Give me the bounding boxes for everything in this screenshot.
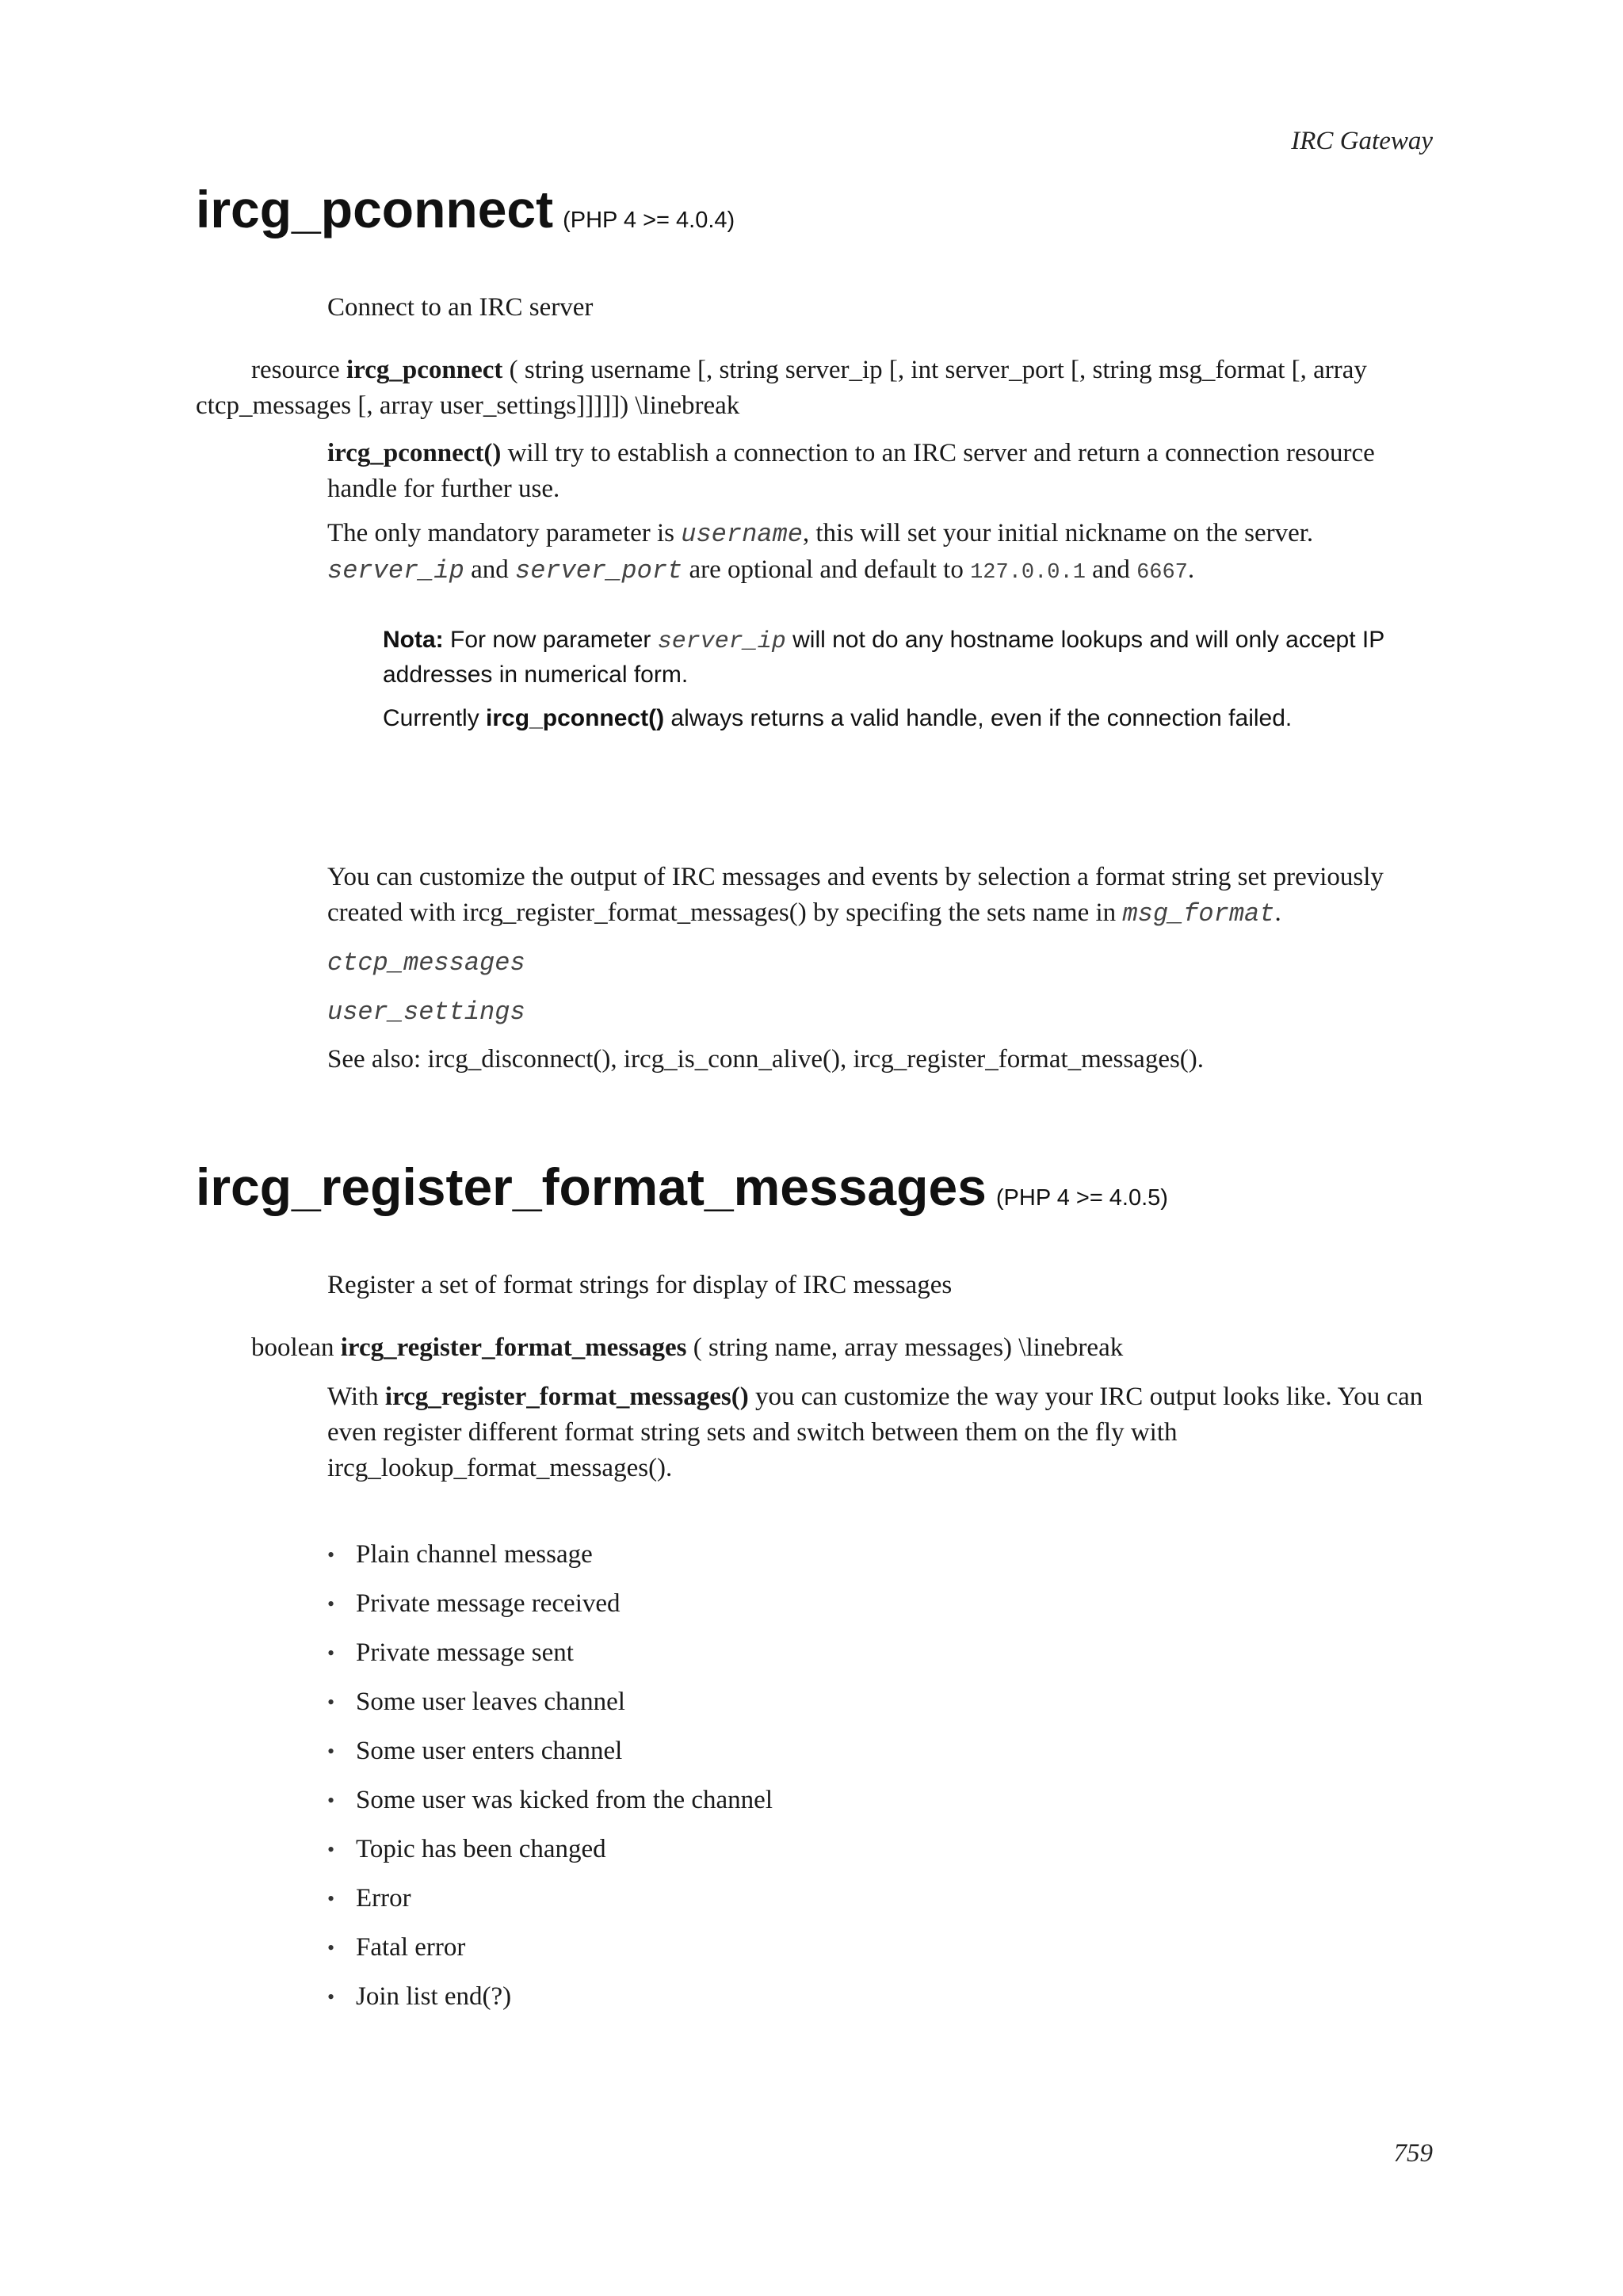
parameter-user-settings	[327, 994, 1433, 1030]
function-reference: ircg_register_format_messages()	[384, 1383, 749, 1411]
list-item	[327, 1733, 773, 1783]
text-run: .	[1274, 898, 1281, 927]
bullet-icon: •	[327, 1838, 335, 1861]
function-name: ircg_register_format_messages	[196, 1158, 987, 1216]
text-run: , this will set your initial nickname on the server.	[802, 519, 1314, 547]
bullet-icon: •	[327, 1592, 335, 1615]
list-item-text: Some user leaves channel	[356, 1688, 625, 1716]
text-run: With	[327, 1383, 385, 1411]
text-run: always returns a valid handle, even if the connection failed.	[664, 705, 1293, 731]
synopsis-arguments: ( string username [, string server_ip [, int server_port [, string msg_format [, array ctcp_messages [, array user_settings]]]]]) \linebreak	[196, 356, 1367, 420]
synopsis-arguments: ( string name, array messages) \linebreak	[686, 1333, 1124, 1362]
list-item	[327, 1684, 773, 1733]
bullet-icon: •	[327, 1789, 335, 1812]
list-item-text: Some user was kicked from the channel	[356, 1786, 773, 1814]
list-item-text: Topic has been changed	[356, 1835, 606, 1863]
list-item	[327, 1537, 773, 1586]
running-header: IRC Gateway	[1291, 127, 1433, 155]
page-number: 759	[1393, 2139, 1433, 2168]
message-types-list	[327, 1537, 773, 2028]
literal-default-port: 6667	[1136, 561, 1188, 585]
list-item-text: Private message sent	[356, 1638, 574, 1667]
list-item-text: Fatal error	[356, 1933, 466, 1962]
list-item	[327, 1586, 773, 1635]
parameter-server-ip: server_ip	[327, 556, 464, 585]
php-version: (PHP 4 >= 4.0.4)	[563, 208, 735, 233]
bullet-icon: •	[327, 1543, 335, 1566]
parameters-paragraph	[327, 516, 1433, 591]
bullet-icon: •	[327, 1642, 335, 1665]
bullet-icon: •	[327, 1985, 335, 2008]
format-paragraph	[327, 860, 1433, 932]
literal-default-ip: 127.0.0.1	[970, 561, 1086, 585]
text-run: Currently	[383, 705, 487, 731]
parameter-msg-format: msg_format	[1122, 899, 1275, 929]
text-run: will not do any hostname lookups and will only accept IP addresses in numerical form.	[383, 627, 1384, 688]
text-run: You can customize the output of IRC messages and events by selection a format string set previously created with ircg_register_format_messages() by specifing the sets name in	[327, 863, 1384, 927]
description-paragraph	[327, 436, 1433, 507]
synopsis-function-name: ircg_pconnect	[346, 356, 503, 384]
function-synopsis	[196, 1330, 1433, 1366]
list-item	[327, 1635, 773, 1684]
parameter-server-port: server_port	[514, 556, 683, 585]
text-run: you can customize the way your IRC output looks like. You can even register different format string sets and switch between them on the fly with ircg_lookup_format_messages().	[327, 1383, 1423, 1482]
list-item-text: Some user enters channel	[356, 1737, 623, 1765]
parameter-username: username	[681, 520, 803, 549]
list-item	[327, 1881, 773, 1930]
list-item	[327, 1979, 773, 2028]
description-text: will try to establish a connection to an IRC server and return a connection resource handle for further use.	[327, 439, 1375, 503]
bullet-icon: •	[327, 1691, 335, 1714]
text-run: .	[1187, 555, 1195, 584]
function-name: ircg_pconnect	[196, 180, 554, 238]
note-paragraph	[383, 624, 1433, 691]
bullet-icon: •	[327, 1740, 335, 1763]
list-item	[327, 1930, 773, 1979]
function-synopsis	[196, 353, 1433, 424]
parameter-name: user_settings	[327, 997, 525, 1027]
list-item	[327, 1832, 773, 1881]
function-purpose: Connect to an IRC server	[327, 293, 594, 322]
description-paragraph	[327, 1379, 1433, 1486]
synopsis-function-name: ircg_register_format_messages	[340, 1333, 687, 1362]
text-run: The only mandatory parameter is	[327, 519, 682, 547]
text-run: and	[464, 555, 515, 584]
list-item-text: Private message received	[356, 1589, 621, 1618]
bullet-icon: •	[327, 1936, 335, 1959]
parameter-server-ip: server_ip	[657, 628, 786, 655]
list-item-text: Join list end(?)	[356, 1982, 512, 2011]
text-run: are optional and default to	[682, 555, 971, 584]
return-type: resource	[251, 356, 347, 384]
list-item-text: Error	[356, 1884, 411, 1913]
section-title-pconnect	[196, 179, 735, 239]
php-version: (PHP 4 >= 4.0.5)	[995, 1185, 1168, 1211]
text-run: and	[1085, 555, 1137, 584]
list-item-text: Plain channel message	[356, 1540, 593, 1569]
function-purpose: Register a set of format strings for display of IRC messages	[327, 1271, 953, 1299]
section-title-register-format-messages	[196, 1157, 1168, 1217]
note-paragraph	[383, 702, 1433, 734]
parameter-ctcp-messages	[327, 944, 1433, 981]
list-item	[327, 1783, 773, 1832]
function-reference: ircg_pconnect()	[327, 439, 502, 467]
bullet-icon: •	[327, 1887, 335, 1910]
note-block	[383, 624, 1433, 734]
note-label: Nota:	[383, 627, 444, 653]
return-type: boolean	[251, 1333, 341, 1362]
see-also: See also: ircg_disconnect(), ircg_is_conn_alive(), ircg_register_format_messages().	[327, 1045, 1205, 1074]
parameter-name: ctcp_messages	[327, 948, 525, 978]
text-run: For now parameter	[443, 627, 658, 653]
function-reference: ircg_pconnect()	[486, 705, 665, 731]
